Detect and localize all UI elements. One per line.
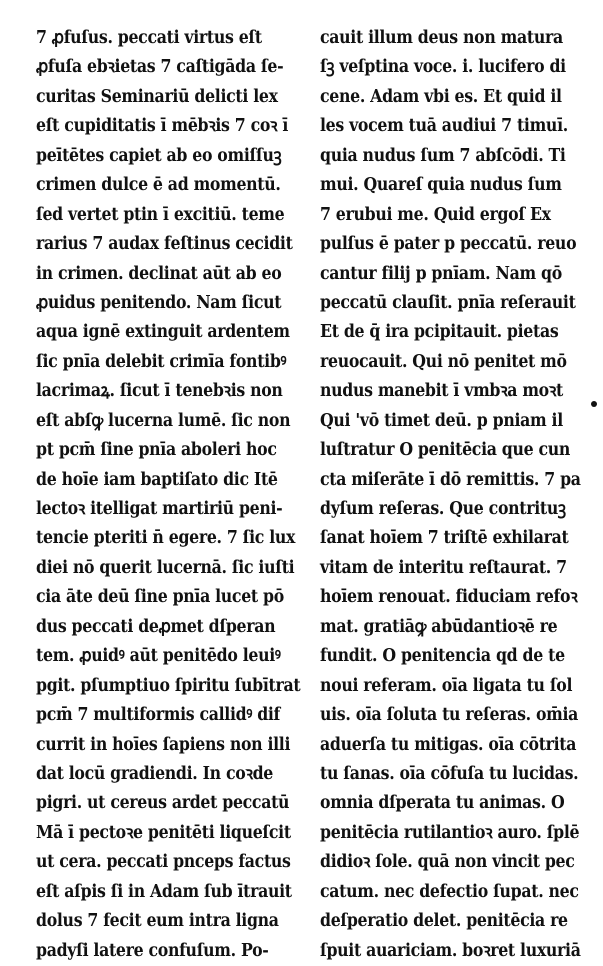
text-line: currit in hoīes ſapiens non illi	[36, 734, 291, 755]
text-line: de hoīe iam baptiſato dic Itē	[36, 469, 278, 490]
text-line: pcm̄ 7 multiformis callidꝰ dif	[36, 705, 281, 726]
text-line: eſt abſꝙ lucerna lumē. ſic non	[36, 410, 291, 431]
text-line: cauit illum deus non matura	[320, 28, 563, 48]
text-line: lectoꝛ itelligat martiriū peni-	[36, 499, 283, 519]
text-line: omnia dſperata tu animas. O	[320, 793, 565, 814]
text-line: cantur filij p pnīam. Nam qō	[320, 263, 562, 284]
text-line: 7 erubui me. Quid ergoſ Ex	[320, 204, 551, 225]
text-line: pigri. ut cereus ardet peccatū	[36, 793, 290, 814]
text-line: Qui 'vō timet deū. p pniam il	[320, 410, 563, 431]
text-line: ꝓuidus penitendo. Nam ſicut	[36, 292, 282, 313]
text-line: dat locū gradiendi. In coꝛde	[36, 763, 274, 784]
text-line: dolus 7 fecit eum intra ligna	[36, 911, 279, 932]
text-line: 7 ꝓfuſus. peccati virtus eſt	[36, 28, 262, 48]
text-line: crimen dulce ē ad momentū.	[36, 175, 281, 196]
text-line: ſic pnīa delebit crimīa fontibꝰ	[36, 351, 287, 372]
text-line: cia āte deū ſine pnīa lucet pō	[36, 587, 284, 608]
text-line: diei nō querit lucernā. ſic iuſti	[36, 557, 295, 578]
text-line: deſperatio delet. penitēcia re	[320, 911, 568, 932]
text-line: ut cera. peccati pnceps factus	[36, 852, 291, 873]
text-line: Mā ī pectoꝛe penitēti liqueſcit	[36, 822, 291, 843]
text-line: peītētes capiet ab eo omiſſuꝫ	[36, 145, 282, 166]
text-line: reuocauit. Qui nō penitet mō	[320, 351, 567, 372]
text-line: noui referam. oīa ligata tu ſol	[320, 675, 573, 696]
text-line: les vocem tuā audiui 7 timuī.	[320, 116, 568, 137]
text-line: penitēcia rutilantioꝛ auro. ſplē	[320, 822, 580, 843]
text-line: eſt cupiditatis ī mēbꝛis 7 coꝛ ī	[36, 116, 289, 137]
text-line: pulſus ē pater p peccatū. reuo	[320, 234, 577, 255]
text-line: uis. oīa ſoluta tu reſeras. om̄ia	[320, 705, 579, 726]
text-line: lacrimaꝝ. ſicut ī tenebꝛis non	[36, 381, 283, 402]
text-line: luſtratur O penitēcia que cun	[320, 440, 571, 461]
text-line: aqua ignē extinguit ardentem	[36, 322, 290, 343]
margin-ink-dot	[591, 401, 597, 407]
text-line: ſed vertet ptin ī excitiū. teme	[36, 204, 285, 225]
text-line: eſt aſpis ſi in Adam ſub ītrauit	[36, 881, 292, 902]
text-line: tencie pteriti n̄ egere. 7 ſic lux	[36, 528, 296, 549]
text-line: fundit. O penitencia qd de te	[320, 646, 565, 667]
text-line: hoīem renouat. fiduciam refoꝛ	[320, 587, 578, 608]
text-line: pt pcm̄ ſine pnīa aboleri hoc	[36, 440, 277, 461]
text-line: nudus manebit ī vmbꝛa moꝛt	[320, 381, 563, 402]
left-text-column	[36, 24, 301, 966]
text-line: padyſi latere confuſum. Po-	[36, 940, 269, 961]
text-line: pgit. pſumptiuo ſpiritu ſubītrat	[36, 675, 301, 696]
text-line: curitas Seminariū delicti lex	[36, 86, 278, 107]
text-line: in crimen. declinat aūt ab eo	[36, 263, 282, 284]
text-line: quia nudus ſum 7 abſcōdi. Ti	[320, 145, 566, 166]
text-line: Et de q̄ ira pcipitauit. pietas	[320, 322, 559, 343]
text-line: cene. Adam vbi es. Et quid il	[320, 86, 562, 107]
text-line: peccatū clauſit. pnīa reſerauit	[320, 292, 576, 313]
text-line: ꝓfuſa ebꝛietas 7 caſtigāda ſe-	[36, 57, 284, 78]
text-line: mat. gratiāꝙ abūdantioꝛē re	[320, 616, 558, 637]
text-line: ſꝫ veſptina voce. i. lucifero di	[320, 57, 566, 78]
text-line: vitam de interitu reſtaurat. 7	[320, 557, 567, 578]
text-line: tu ſanas. oīa cōfuſa tu lucidas.	[320, 763, 579, 784]
text-line: dyſum reſeras. Que contrituꝫ	[320, 499, 566, 519]
text-line: ſanat hoīem 7 triſtē exhilarat	[320, 528, 569, 549]
text-line: ſpuit auariciam. boꝛret luxuriā	[320, 940, 581, 961]
text-line: dus peccati deꝓmet dſperan	[36, 616, 276, 637]
text-line: aduerſa tu mitigas. oīa cōtrita	[320, 734, 577, 755]
text-line: catum. nec defectio ſupat. nec	[320, 881, 579, 902]
text-line: didioꝛ ſole. quā non vincit pec	[320, 852, 575, 873]
text-line: tem. ꝓuidꝰ aūt penitēdo leuiꝰ	[36, 646, 281, 667]
text-line: mui. Quareſ quia nudus ſum	[320, 175, 562, 196]
text-line: rarius 7 audax feſtinus cecidit	[36, 234, 293, 255]
right-text-column	[320, 24, 582, 966]
text-line: cta miſerāte ī dō remittis. 7 pa	[320, 469, 581, 490]
